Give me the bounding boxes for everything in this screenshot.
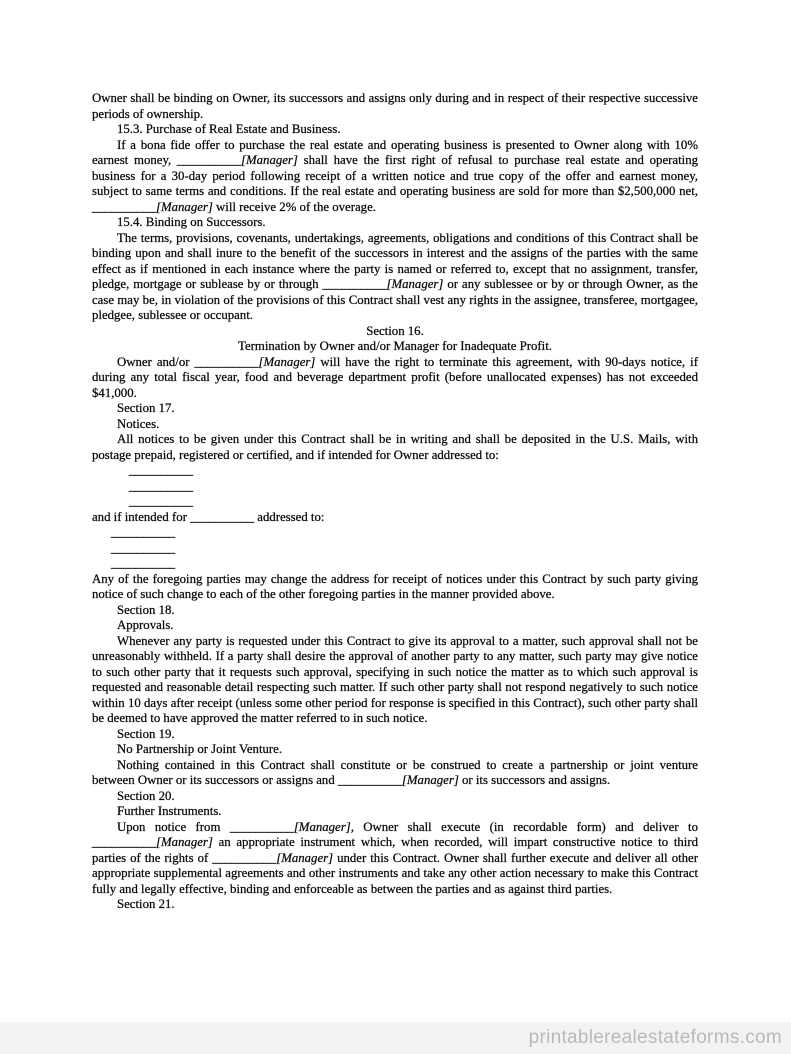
text-run: Section 18. — [117, 602, 175, 617]
section-heading — [92, 324, 698, 340]
contract-paragraph — [92, 804, 698, 820]
contract-paragraph — [92, 355, 698, 402]
fill-in-blank: __________ — [190, 509, 255, 524]
text-run: shall have the first right of refusal to purchase real estate and operating business for a 30-day period following receipt of a written notice and true copy of the offer and earnest money, subject to same terms and conditions. If the real estate and operating business are sold for more than $2,500,000 net, — [92, 153, 698, 198]
text-run: or any sublessee or by or through Owner, as the case may be, in violation of the provisions of this Contract shall vest any rights in the assignee, transferee, mortgagee, pledgee, sublessee or occupant. — [92, 277, 698, 322]
text-run: Section 21. — [117, 897, 175, 911]
contract-paragraph — [92, 432, 698, 463]
text-run: 15.4. Binding on Successors. — [117, 215, 266, 229]
fill-in-blank: __________ — [212, 850, 277, 865]
contract-paragraph — [92, 727, 698, 743]
contract-paragraph — [92, 215, 698, 231]
text-run: addressed to: — [254, 509, 325, 524]
manager-placeholder: [Manager] — [386, 277, 444, 291]
fill-in-blank: __________ — [111, 556, 175, 570]
fill-in-blank-line — [129, 463, 698, 479]
section-heading — [92, 339, 698, 355]
contract-paragraph — [92, 634, 698, 727]
text-run: Section 17. — [117, 401, 175, 415]
text-run: and if intended for — [92, 509, 191, 524]
text-run: Any of the foregoing parties may change the address for receipt of notices under this Contract by such party giving notice of such change to each of the other foregoing parties in the manner provided above. — [92, 571, 698, 601]
contract-paragraph — [92, 603, 698, 619]
text-run: , Owner shall execute (in recordable form) and deliver to — [350, 819, 698, 834]
contract-paragraph — [92, 231, 698, 324]
fill-in-blank: __________ — [92, 835, 156, 849]
text-run: Section 20. — [117, 788, 175, 803]
manager-placeholder: [Manager] — [241, 153, 298, 167]
fill-in-blank: __________ — [322, 277, 387, 291]
text-run: 15.3. Purchase of Real Estate and Business. — [117, 122, 341, 136]
fill-in-blank-line — [111, 556, 698, 572]
text-run: Notices. — [117, 416, 160, 431]
fill-in-blank: __________ — [92, 199, 156, 214]
manager-placeholder: [Manager] — [401, 773, 459, 787]
text-run: Owner shall be binding on Owner, its successors and assigns only during and in respect of their respective successive periods of ownership. — [92, 91, 698, 121]
manager-placeholder: [Manager] — [293, 819, 351, 834]
fill-in-blank: __________ — [229, 819, 294, 834]
text-run: Further Instruments. — [117, 804, 222, 818]
text-run: Approvals. — [117, 618, 174, 632]
fill-in-blank: __________ — [177, 153, 242, 167]
fill-in-blank-line — [129, 494, 698, 510]
contract-paragraph — [92, 401, 698, 417]
contract-paragraph — [92, 758, 698, 789]
text-run: If a bona fide offer to purchase the real estate and operating business is presented to Owner along with 10% earnest money, — [92, 137, 698, 167]
watermark-text: printablerealestateforms.com — [528, 1027, 782, 1048]
text-run: Owner and/or — [117, 354, 195, 369]
contract-paragraph — [92, 138, 698, 216]
manager-placeholder: [Manager] — [155, 835, 213, 849]
fill-in-blank: __________ — [129, 478, 193, 493]
text-run: No Partnership or Joint Venture. — [117, 742, 283, 756]
contract-paragraph — [92, 417, 698, 433]
text-run: All notices to be given under this Contract shall be in writing and shall be deposited in the U.S. Mails, with postage prepaid, registered or certified, and if intended for Owner addressed to: — [92, 432, 698, 462]
contract-paragraph — [92, 91, 698, 122]
fill-in-blank: __________ — [129, 463, 193, 477]
text-run: The terms, provisions, covenants, undertakings, agreements, obligations and conditions of this Contract shall be binding upon and shall inure to the benefit of the successors in interest and the assigns of the parties with the same effect as if mentioned in each instance where the party is named or referred to, except that no assignment, transfer, pledge, mortgage or sublease by or through — [92, 230, 698, 291]
fill-in-blank: __________ — [194, 354, 259, 369]
fill-in-blank-line — [111, 525, 698, 541]
contract-paragraph — [92, 122, 698, 138]
text-run: Nothing contained in this Contract shall constitute or be construed to create a partnership or joint venture between Owner or its successors or assigns and — [92, 757, 698, 787]
fill-in-blank: __________ — [111, 540, 175, 555]
contract-paragraph — [92, 897, 698, 913]
contract-paragraph — [92, 618, 698, 634]
text-run: Whenever any party is requested under this Contract to give its approval to a matter, such approval shall not be unreasonably withheld. If a party shall desire the approval of another party to any matter, such party may give notice to such other party that it requests such approval, specifying in such notice the matter as to which such approval is requested and reasonable detail respecting such matter. If such other party shall not respond negatively to such notice within 10 days after receipt (unless some other period for response is specified in this Contract), such other party shall be deemed to have approved the matter referred to in such notice. — [92, 633, 698, 725]
contract-paragraph — [92, 742, 698, 758]
contract-paragraph — [92, 510, 698, 526]
manager-placeholder: [Manager] — [258, 354, 316, 369]
fill-in-blank: __________ — [111, 525, 175, 539]
text-run: will receive 2% of the overage. — [212, 199, 376, 214]
fill-in-blank-line — [111, 541, 698, 557]
watermark-bar — [0, 1022, 791, 1054]
fill-in-blank: __________ — [337, 773, 402, 787]
text-run: Section 19. — [117, 726, 175, 741]
text-run: under this Contract. Owner shall further execute and deliver all other appropriate supplemental agreements and other instruments and take any other action necessary to make this Contract fully and legally effective, binding and enforceable as between the parties and as against third parties. — [92, 850, 698, 896]
contract-paragraph — [92, 820, 698, 898]
contract-paragraph — [92, 572, 698, 603]
text-run: Termination by Owner and/or Manager for Inadequate Profit. — [238, 339, 552, 353]
contract-paragraph — [92, 789, 698, 805]
text-run: will have the right to terminate this agreement, with 90-days notice, if during any total fiscal year, food and beverage department profit (before unallocated expenses) has not exceeded $41,000. — [92, 354, 698, 400]
fill-in-blank-line — [129, 479, 698, 495]
text-run: an appropriate instrument which, when recorded, will impart constructive notice to third parties of the rights of — [92, 835, 698, 865]
manager-placeholder: [Manager] — [155, 199, 213, 214]
text-run: Section 16. — [366, 323, 424, 338]
fill-in-blank: __________ — [129, 494, 193, 508]
manager-placeholder: [Manager] — [276, 850, 334, 865]
contract-text — [92, 91, 698, 913]
text-run: Upon notice from — [117, 819, 230, 834]
text-run: or its successors and assigns. — [458, 773, 611, 787]
